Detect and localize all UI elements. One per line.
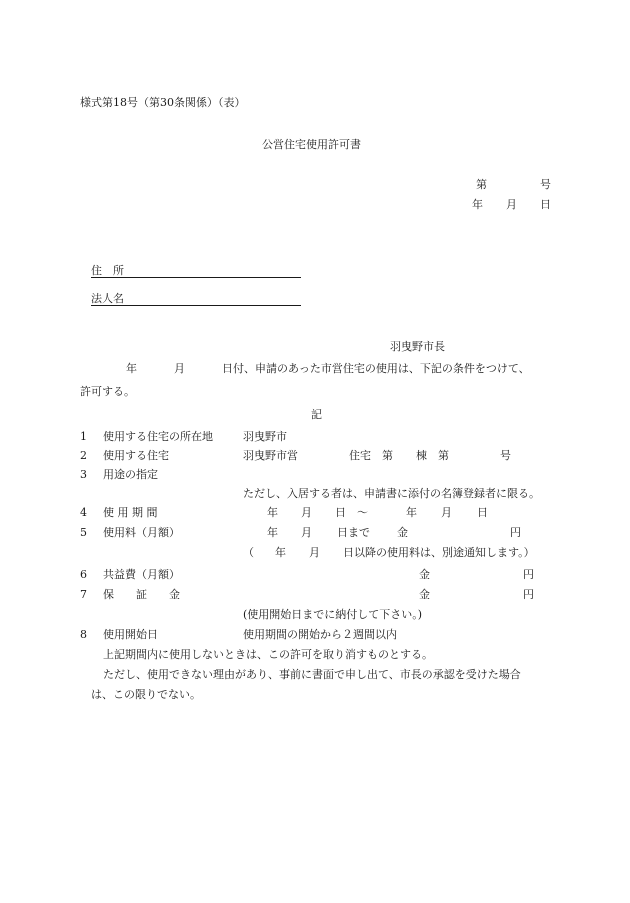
address-line bbox=[91, 277, 301, 278]
item-label: 使 用 期 間 bbox=[103, 506, 158, 519]
date-tsuki: 月 bbox=[506, 198, 517, 211]
common-fee-en: 円 bbox=[523, 568, 534, 581]
item-number: 7 bbox=[80, 588, 87, 601]
common-fee-kin: 金 bbox=[419, 568, 430, 581]
ki-heading: 記 bbox=[311, 408, 322, 421]
deposit-note: (使用開始日までに納付して下さい。) bbox=[243, 608, 423, 621]
item-value: 使用期間の開始から２週間以内 bbox=[243, 628, 397, 641]
period-nen: 年 bbox=[406, 506, 417, 519]
item-value: 羽曳野市 bbox=[243, 430, 287, 443]
period-nen: 年 bbox=[267, 506, 278, 519]
item-label: 使用する住宅の所在地 bbox=[103, 430, 213, 443]
fee-tsuki: 月 bbox=[301, 526, 312, 539]
item-number: 3 bbox=[80, 468, 87, 481]
date-hi: 日 bbox=[540, 198, 551, 211]
form-id: 様式第18号（第30条関係）（表） bbox=[80, 96, 246, 109]
period-hi: 日 bbox=[477, 506, 488, 519]
address-label: 住 所 bbox=[91, 264, 124, 277]
footer-line-3: は、この限りでない。 bbox=[91, 688, 201, 701]
body-text-2: 許可する。 bbox=[80, 385, 135, 398]
item-value: 住宅 第 bbox=[349, 449, 393, 462]
item-label: 共益費（月額） bbox=[103, 568, 180, 581]
period-tilde: ～ bbox=[357, 506, 368, 519]
item-number: 1 bbox=[80, 430, 87, 443]
item-label: 使用料（月額） bbox=[103, 526, 180, 539]
item-label: 保 証 金 bbox=[103, 588, 180, 601]
fee-note-nen: 年 bbox=[275, 546, 286, 559]
footer-line-1: 上記期間内に使用しないときは、この許可を取り消すものとする。 bbox=[103, 648, 433, 661]
body-text: 日付、申請のあった市営住宅の使用は、下記の条件をつけて、 bbox=[222, 362, 530, 375]
fee-note-tsuki: 月 bbox=[309, 546, 320, 559]
item-number: 5 bbox=[80, 526, 87, 539]
ref-dai: 第 bbox=[476, 178, 487, 191]
fee-en: 円 bbox=[510, 526, 521, 539]
fee-note-text: 日以降の使用料は、別途通知します。） bbox=[343, 546, 535, 559]
item-value: 号 bbox=[500, 449, 511, 462]
period-tsuki: 月 bbox=[441, 506, 452, 519]
item-value: 棟 第 bbox=[416, 449, 449, 462]
footer-line-2: ただし、使用できない理由があり、事前に書面で申し出て、市長の承認を受けた場合 bbox=[103, 668, 521, 681]
period-tsuki: 月 bbox=[301, 506, 312, 519]
period-hi: 日 bbox=[335, 506, 346, 519]
fee-note-open: （ bbox=[243, 546, 254, 559]
fee-made: 日まで bbox=[337, 526, 370, 539]
corp-line bbox=[91, 305, 301, 306]
item-number: 6 bbox=[80, 568, 87, 581]
issuer: 羽曳野市長 bbox=[390, 340, 445, 353]
page-title: 公営住宅使用許可書 bbox=[262, 138, 361, 151]
item-label: 使用開始日 bbox=[103, 628, 158, 641]
body-nen: 年 bbox=[126, 362, 137, 375]
item-number: 4 bbox=[80, 506, 87, 519]
corp-label: 法人名 bbox=[91, 292, 124, 305]
fee-kin: 金 bbox=[397, 526, 408, 539]
item-value: 羽曳野市営 bbox=[243, 449, 298, 462]
body-tsuki: 月 bbox=[174, 362, 185, 375]
ref-go: 号 bbox=[540, 178, 551, 191]
item-note: ただし、入居する者は、申請書に添付の名簿登録者に限る。 bbox=[243, 487, 540, 500]
item-number: 8 bbox=[80, 628, 87, 641]
date-nen: 年 bbox=[472, 198, 483, 211]
deposit-kin: 金 bbox=[419, 588, 430, 601]
item-label: 用途の指定 bbox=[103, 468, 158, 481]
item-number: 2 bbox=[80, 449, 87, 462]
item-label: 使用する住宅 bbox=[103, 449, 169, 462]
fee-nen: 年 bbox=[267, 526, 278, 539]
deposit-en: 円 bbox=[523, 588, 534, 601]
